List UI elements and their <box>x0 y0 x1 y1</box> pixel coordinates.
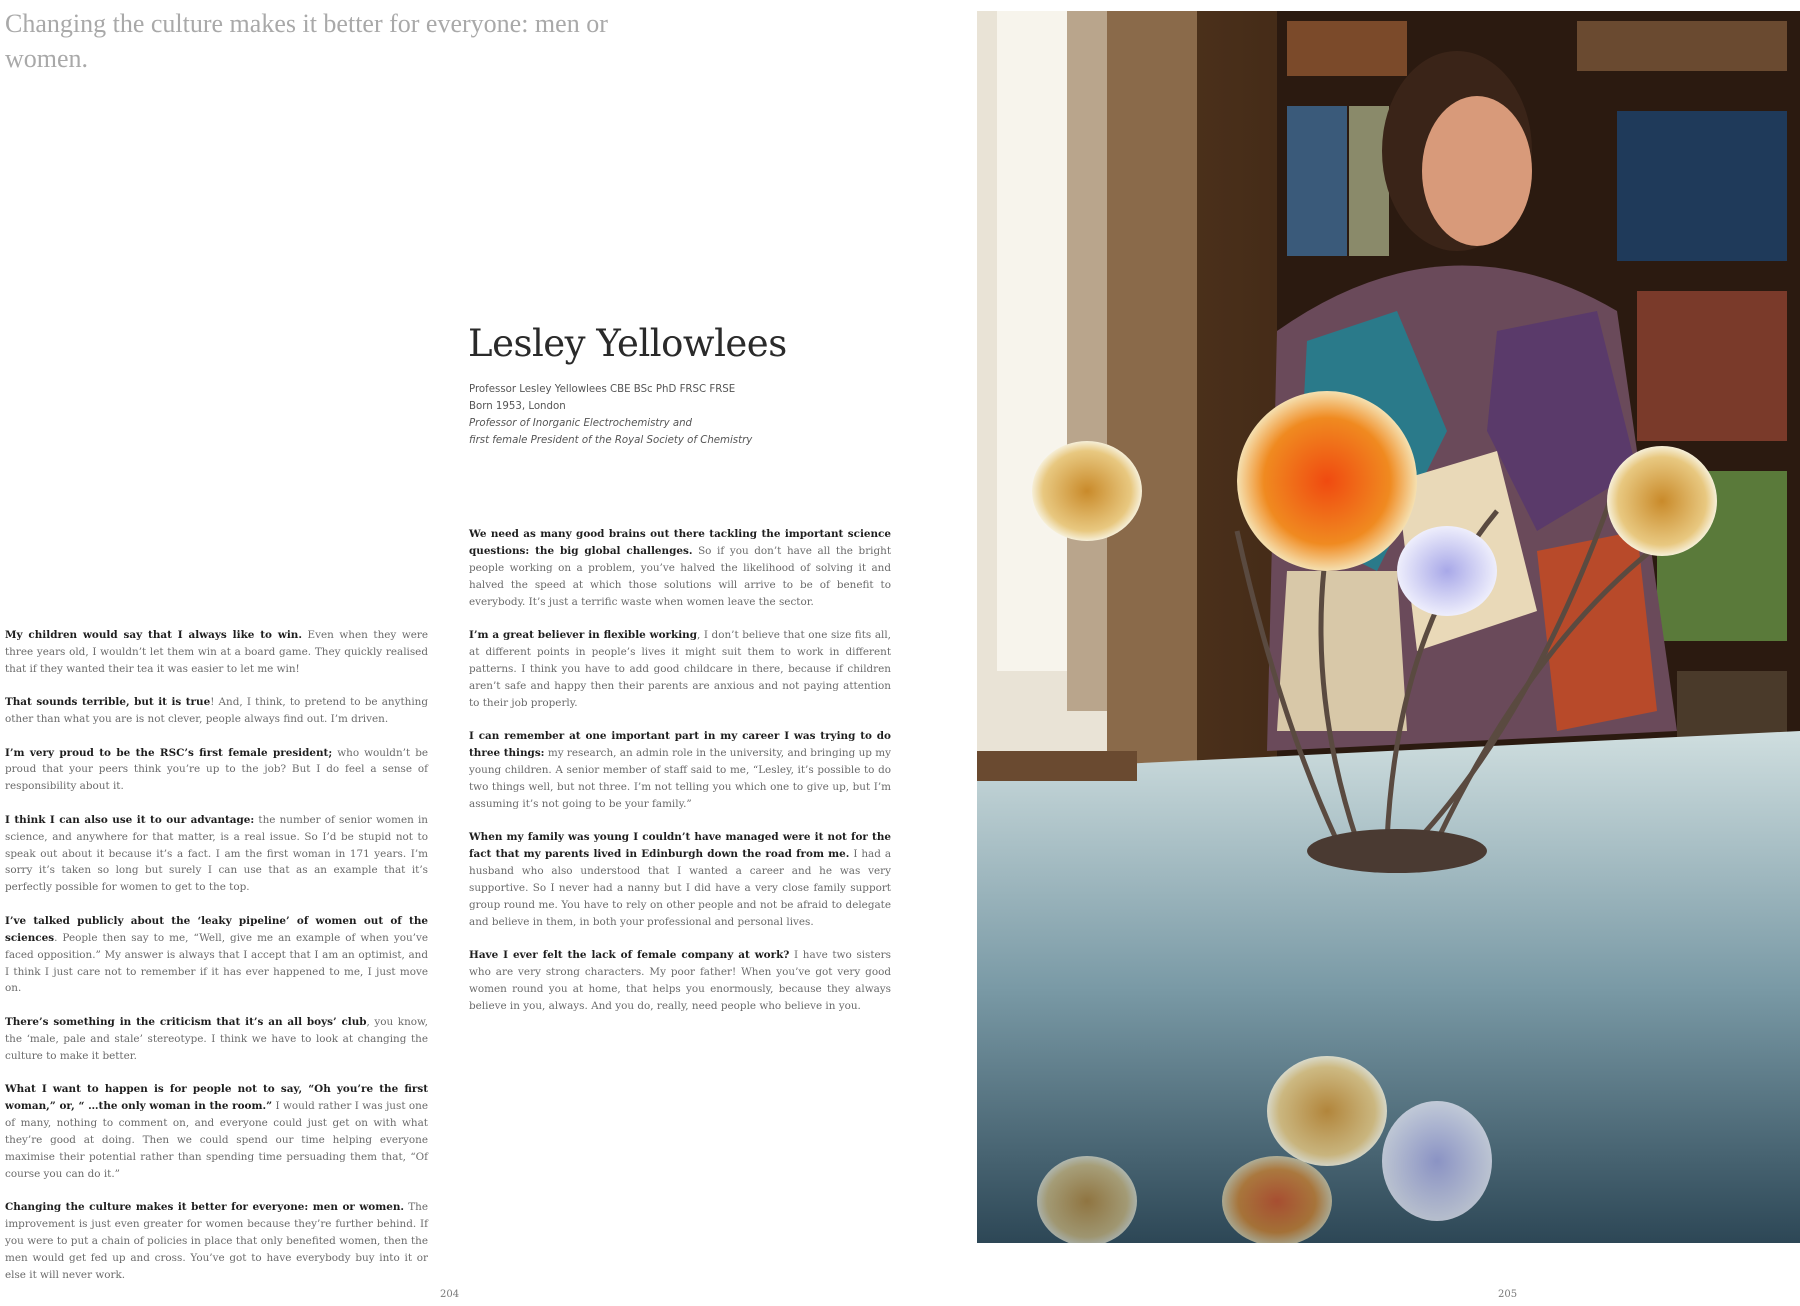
interview-column-left <box>5 627 428 1300</box>
paragraph-lead: I’ve talked publicly about the ‘leaky pipeline’ of women out of the sciences <box>5 914 428 944</box>
paragraph-body: I would rather I was just one of many, nothing to comment on, and everyone could just get on with what they’re good at doing. Then we could spend our time helping everyone maximise their potential rather than spending time persuading them that, “Of course you can do it.” <box>5 1099 429 1180</box>
interview-column-right <box>469 526 891 1031</box>
paragraph-body: So if you don’t have all the bright people working on a problem, you’ve halved the likelihood of solving it and halved the speed at which those solutions will arrive to be of benefit to everybody. It’s just a terrific waste when women leave the sector. <box>469 544 891 608</box>
paragraph-body: . People then say to me, “Well, give me an example of when you’ve faced opposition.” My answer is always that I accept that I am an optimist, and I think I just care not to remember if it has ever happened to me, I just move on. <box>5 931 428 995</box>
profile-title-line: Professor Lesley Yellowlees CBE BSc PhD FRSC FRSE <box>469 384 736 395</box>
profile-born: Born 1953, London <box>469 401 566 412</box>
paragraph-body: who wouldn’t be proud that your peers think you’re up to the job? But I do feel a sense of responsibility about it. <box>5 746 428 793</box>
interview-paragraph <box>5 1014 428 1065</box>
paragraph-lead: I can remember at one important part in my career I was trying to do three things: <box>469 730 891 759</box>
profile-role-line: Professor of Inorganic Electrochemistry and <box>469 418 693 429</box>
profile-role-line: first female President of the Royal Society of Chemistry <box>469 435 753 446</box>
profile-name: Lesley Yellowlees <box>468 322 787 365</box>
interview-paragraph <box>5 694 428 728</box>
paragraph-body: Even when they were three years old, I wouldn’t let them win at a board game. They quickly realised that if they wanted their tea it was easier to let me win! <box>5 629 429 675</box>
interview-paragraph <box>5 745 428 796</box>
page-number-right: 205 <box>1498 1289 1518 1300</box>
interview-paragraph <box>469 947 891 1015</box>
paragraph-body: I have two sisters who are very strong characters. My poor father! When you’ve got very good women round you at home, that helps you enormously, because they always believe in you, always. And you do, really, need people who believe in you. <box>469 949 891 1012</box>
page-number-left: 204 <box>440 1289 460 1300</box>
paragraph-lead: I’m a great believer in flexible working <box>469 629 697 642</box>
paragraph-lead: We need as many good brains out there tackling the important science questions: the big global challenges. <box>469 528 891 557</box>
interview-paragraph <box>469 829 891 930</box>
paragraph-lead: That sounds terrible, but it is true <box>5 696 211 709</box>
pull-quote: Changing the culture makes it better for everyone: men or women. <box>5 9 608 73</box>
portrait-photo <box>977 11 1800 1243</box>
paragraph-body: my research, an admin role in the university, and bringing up my young children. A senior member of staff said to me, “Lesley, it’s possible to do two things well, but not three. I’m not telling you which one to give up, but I’m assuming it’s not going to be your family.” <box>469 746 891 810</box>
interview-paragraph <box>5 913 428 998</box>
paragraph-lead: I think I can also use it to our advantage: <box>5 813 255 826</box>
paragraph-lead: What I want to happen is for people not to say, “Oh you’re the first woman,” or, “ …the only woman in the room.” <box>5 1083 428 1112</box>
interview-paragraph <box>5 1199 428 1284</box>
paragraph-body: , you know, the ‘male, pale and stale’ stereotype. I think we have to look at changing the culture to make it better. <box>5 1015 428 1062</box>
paragraph-body: The improvement is just even greater for women because they’re further behind. If you were to put a chain of policies in place that only benefited women, then the men would get fed up and cross. You’ve got to have everybody buy into it or else it will never work. <box>5 1200 429 1281</box>
interview-paragraph <box>5 627 428 678</box>
interview-paragraph <box>5 1081 428 1182</box>
paragraph-lead: My children would say that I always like to win. <box>5 629 302 641</box>
interview-paragraph <box>469 526 891 611</box>
paragraph-body: the number of senior women in science, and anywhere for that matter, is a real issue. So I’d be stupid not to speak out about it because it’s a fact. I am the first woman in 171 years. I’m sorry it’s taken so long but surely I can use that as an example that it’s perfectly possible for women to get to the top. <box>5 813 428 894</box>
paragraph-body: , I don’t believe that one size fits all, at different points in people’s lives it might suit them to work in different patterns. I think you have to add good childcare in there, because if children aren’t safe and happy then their parents are anxious and not paying attention to their job properly. <box>469 629 891 709</box>
profile-credentials <box>469 381 909 449</box>
paragraph-body: ! And, I think, to pretend to be anything other than what you are is not clever, people always find out. I’m driven. <box>5 696 428 726</box>
interview-paragraph <box>469 728 891 813</box>
interview-paragraph <box>469 627 891 712</box>
paragraph-body: I had a husband who also understood that I wanted a career and he was very supportive. So I never had a nanny but I did have a very close family support group round me. You have to rely on other people and not be afraid to delegate and believe in them, in both your professional and personal lives. <box>469 848 892 928</box>
paragraph-lead: There’s something in the criticism that it’s an all boys’ club <box>5 1015 367 1028</box>
paragraph-lead: Have I ever felt the lack of female company at work? <box>469 949 790 962</box>
paragraph-lead: Changing the culture makes it better for everyone: men or women. <box>5 1200 405 1213</box>
paragraph-lead: When my family was young I couldn’t have managed were it not for the fact that my parents lived in Edinburgh down the road from me. <box>469 831 891 860</box>
interview-paragraph <box>5 812 428 897</box>
paragraph-lead: I’m very proud to be the RSC’s first female president; <box>5 746 333 759</box>
